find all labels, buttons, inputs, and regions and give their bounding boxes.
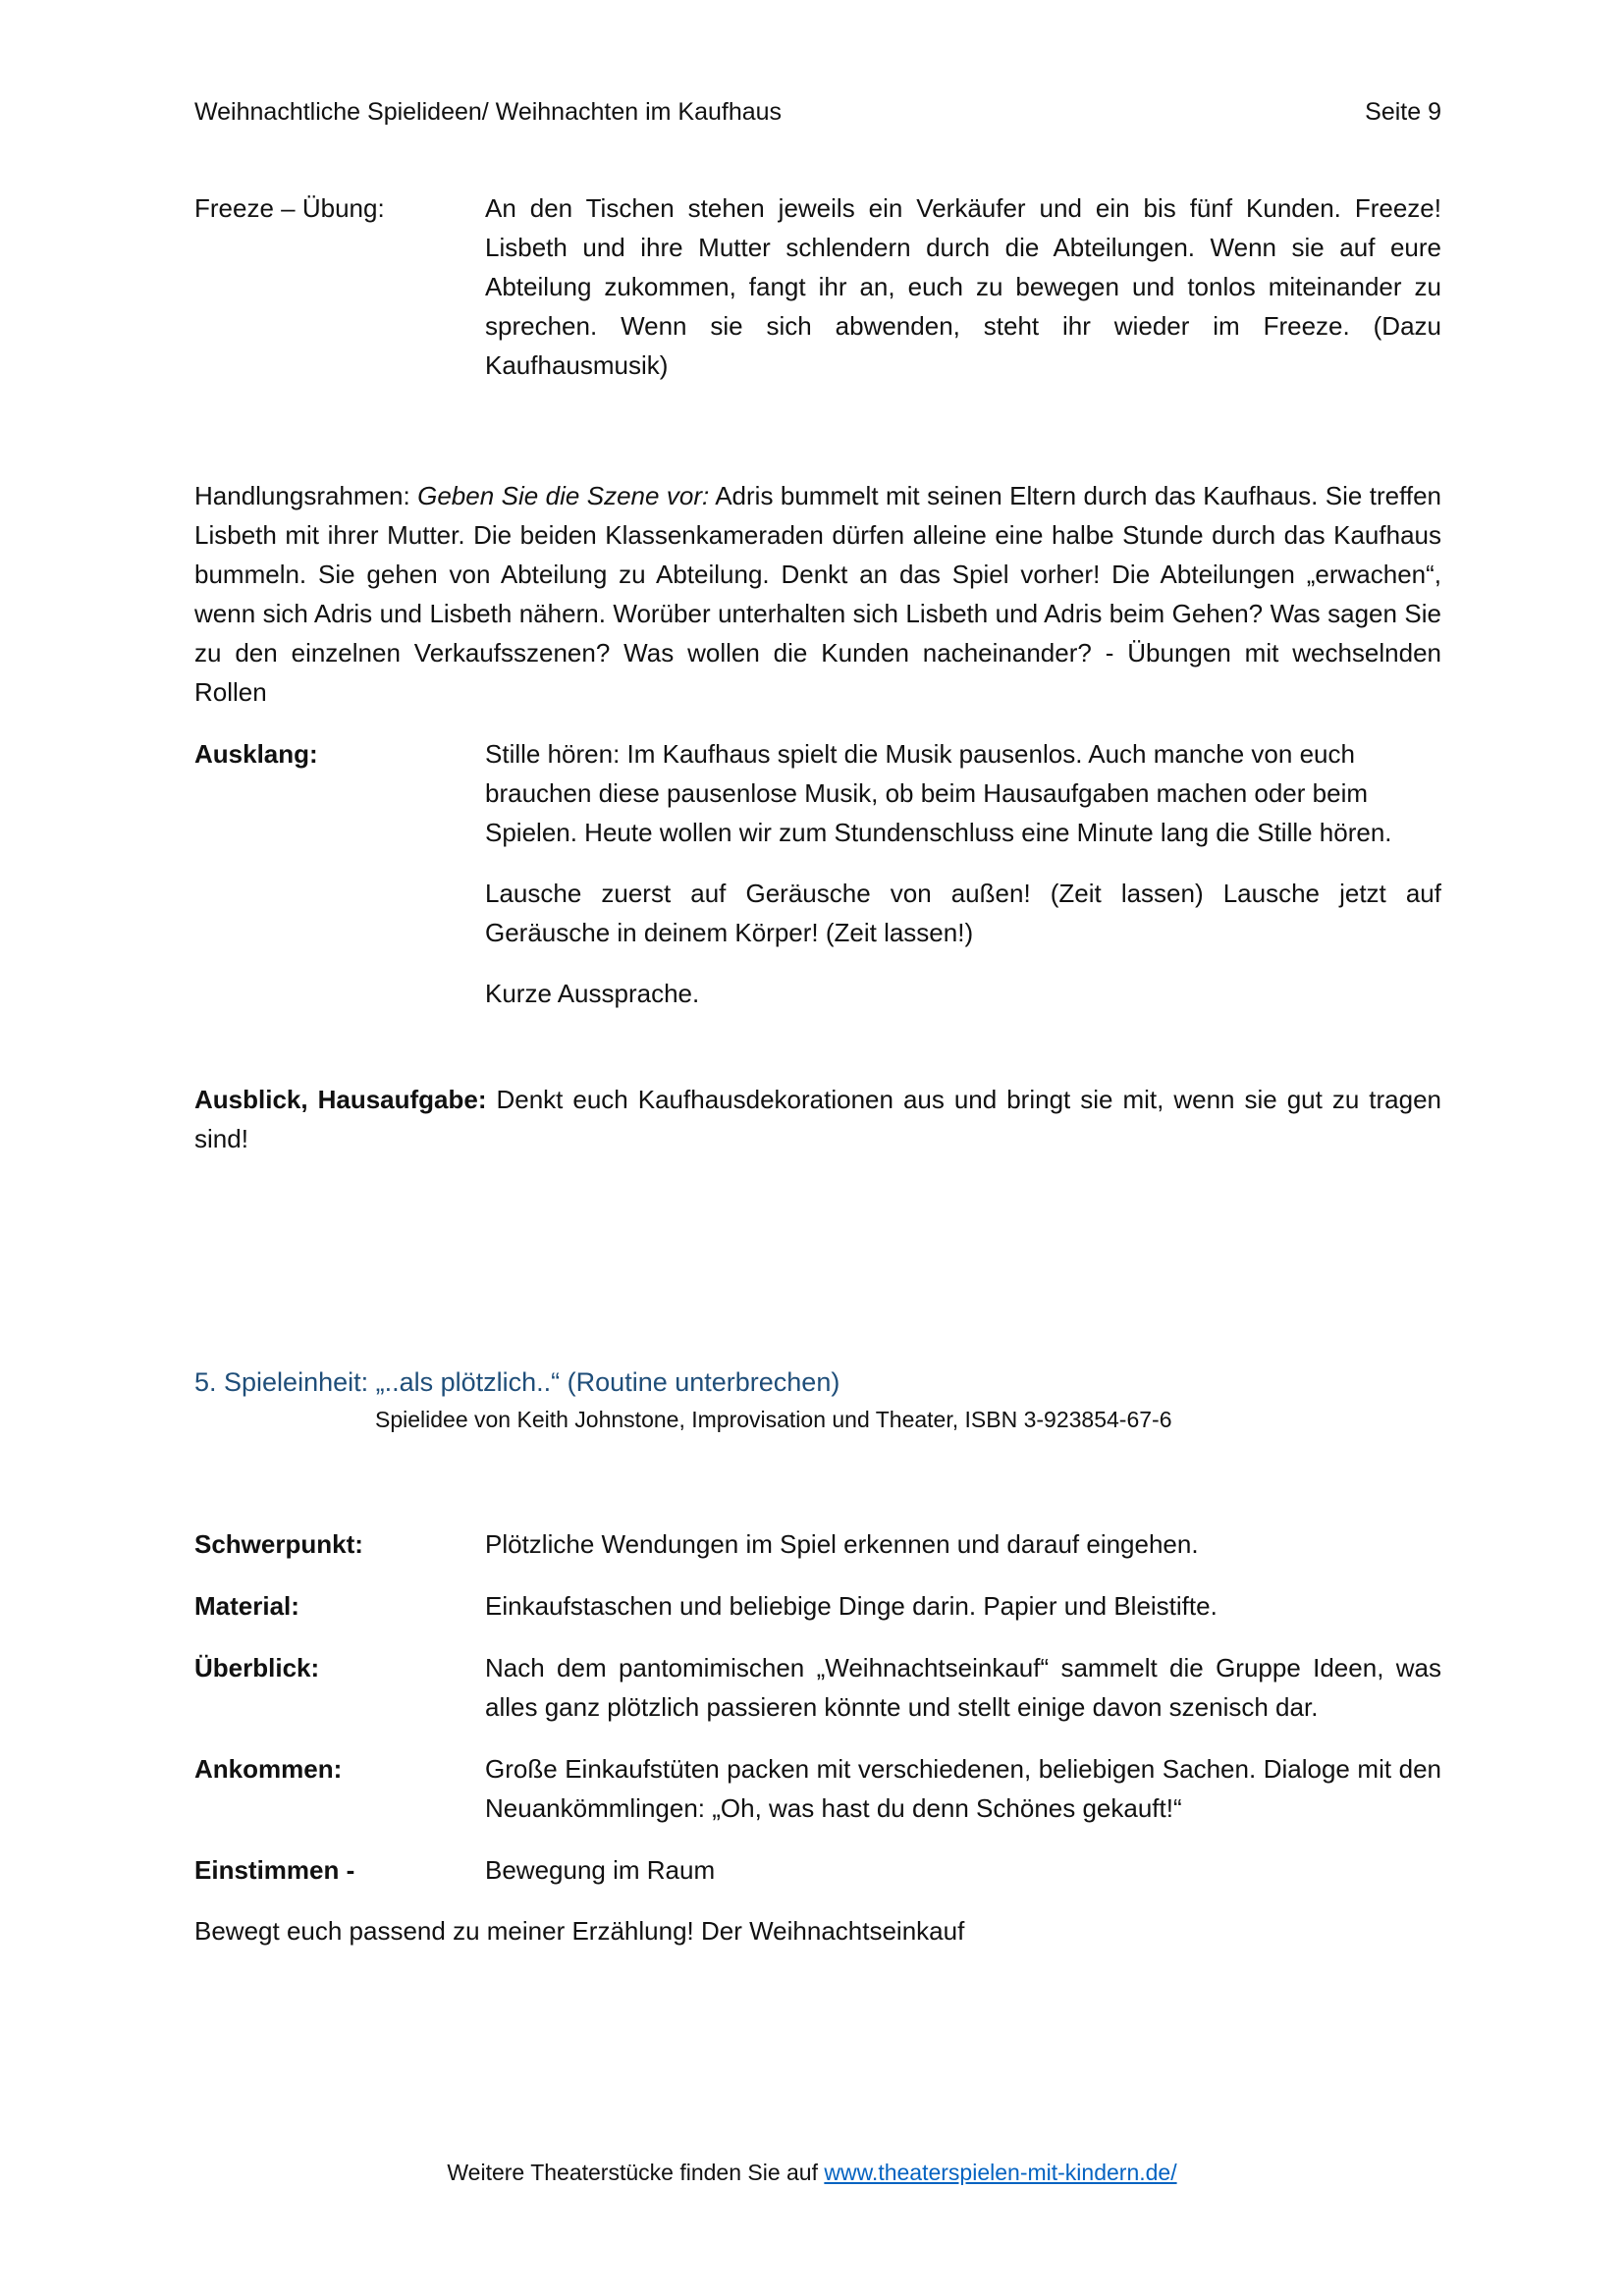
ausblick-label: Ausblick, Hausaufgabe: xyxy=(194,1085,487,1114)
ueberblick-row xyxy=(194,1648,1441,1727)
material-text: Einkaufstaschen und beliebige Dinge darin. Papier und Bleistifte. xyxy=(485,1591,1218,1621)
ausklang-section xyxy=(194,734,1441,1035)
ausblick-text: Denkt euch Kaufhausdekorationen aus und bringt sie mit, wenn sie gut zu tragen sind! xyxy=(194,1085,1441,1153)
closing-line: Bewegt euch passend zu meiner Erzählung! Der Weihnachtseinkauf xyxy=(194,1916,965,1946)
freeze-label: Freeze – Übung: xyxy=(194,193,385,223)
freeze-text: An den Tischen stehen jeweils ein Verkäufer und ein bis fünf Kunden. Freeze! Lisbeth und ihre Mutter schlendern durch die Abteilungen. Wenn sie auf eure Abteilung zukommen, fangt ihr an, euch zu bewegen und tonlos miteinander zu sprechen. Wenn sie sich abwenden, steht ihr wieder im Freeze. (Dazu Kaufhausmusik) xyxy=(485,193,1441,380)
ueberblick-text: Nach dem pantomimischen „Weihnachtseinkauf“ sammelt die Gruppe Ideen, was alles ganz plötzlich passieren könnte und stellt einige davon szenisch dar. xyxy=(485,1653,1441,1722)
ausklang-content xyxy=(485,734,1441,1035)
schwerpunkt-label: Schwerpunkt: xyxy=(194,1529,363,1559)
section-subtitle: Spielidee von Keith Johnstone, Improvisation und Theater, ISBN 3-923854-67-6 xyxy=(375,1407,1172,1432)
schwerpunkt-row xyxy=(194,1524,1441,1564)
section-heading: 5. Spieleinheit: „..als plötzlich..“ (Routine unterbrechen) xyxy=(194,1367,840,1397)
material-label: Material: xyxy=(194,1591,299,1621)
page-number: Seite 9 xyxy=(1365,98,1441,126)
website-link[interactable]: www.theaterspielen-mit-kindern.de/ xyxy=(824,2160,1177,2185)
page-header xyxy=(194,98,1441,127)
footer-text: Weitere Theaterstücke finden Sie auf xyxy=(447,2160,825,2185)
ausklang-label: Ausklang: xyxy=(194,739,318,769)
ankommen-row xyxy=(194,1749,1441,1828)
header-title: Weihnachtliche Spielideen/ Weihnachten im Kaufhaus xyxy=(194,98,783,126)
einstimmen-row xyxy=(194,1850,1441,1890)
einstimmen-label: Einstimmen - xyxy=(194,1855,355,1885)
handlungsrahmen-paragraph xyxy=(194,476,1441,712)
handlungsrahmen-label: Handlungsrahmen: xyxy=(194,481,418,510)
ausblick-paragraph xyxy=(194,1080,1441,1158)
ankommen-text: Große Einkaufstüten packen mit verschiedenen, beliebigen Sachen. Dialoge mit den Neuankömmlingen: „Oh, was hast du denn Schönes gekauft!“ xyxy=(485,1754,1441,1823)
ausklang-paragraph: Lausche zuerst auf Geräusche von außen! (Zeit lassen) Lausche jetzt auf Geräusche in deinem Körper! (Zeit lassen!) xyxy=(485,879,1441,947)
handlungsrahmen-italic: Geben Sie die Szene vor: xyxy=(417,481,710,510)
ausklang-paragraph: Stille hören: Im Kaufhaus spielt die Musik pausenlos. Auch manche von euch brauchen diese pausenlose Musik, ob beim Hausaufgaben machen oder beim Spielen. Heute wollen wir zum Stundenschluss eine Minute lang die Stille hören. xyxy=(485,739,1392,847)
ankommen-label: Ankommen: xyxy=(194,1754,343,1784)
handlungsrahmen-text: Adris bummelt mit seinen Eltern durch das Kaufhaus. Sie treffen Lisbeth mit ihrer Mutter. Die beiden Klassenkameraden dürfen alleine eine halbe Stunde durch das Kaufhaus bummeln. Sie gehen von Abteilung zu Abteilung. Denkt an das Spiel vorher! Die Abteilungen „erwachen“, wenn sich Adris und Lisbeth nähern. Worüber unterhalten sich Lisbeth und Adris beim Gehen? Was sagen Sie zu den einzelnen Verkaufsszenen? Was wollen die Kunden nacheinander? - Übungen mit wechselnden Rollen xyxy=(194,481,1442,707)
page-footer xyxy=(0,2160,1624,2186)
material-row xyxy=(194,1586,1441,1626)
freeze-exercise xyxy=(194,188,1441,385)
ueberblick-label: Überblick: xyxy=(194,1653,320,1682)
schwerpunkt-text: Plötzliche Wendungen im Spiel erkennen und darauf eingehen. xyxy=(485,1529,1199,1559)
einstimmen-text: Bewegung im Raum xyxy=(485,1855,716,1885)
ausklang-paragraph: Kurze Aussprache. xyxy=(485,979,700,1008)
